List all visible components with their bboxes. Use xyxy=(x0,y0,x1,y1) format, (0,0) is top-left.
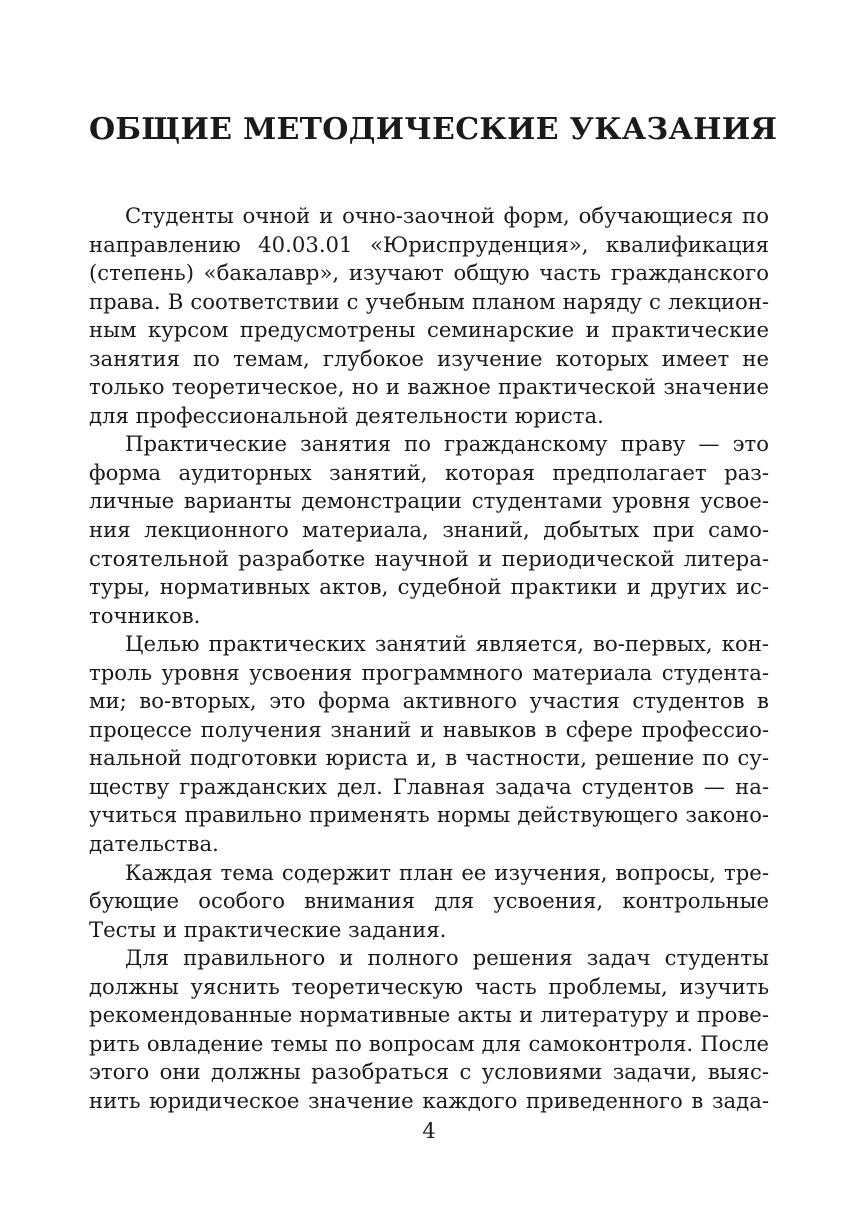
text-line: Практические занятия по гражданскому праву — это xyxy=(125,431,769,457)
text-line: ния лекционного материала, знаний, добытых при само- xyxy=(89,517,769,543)
text-line: рить овладение темы по вопросам для самоконтроля. После xyxy=(89,1030,769,1056)
text-line: (степень) «бакалавр», изучают общую часть гражданского xyxy=(89,260,769,286)
page-number: 4 xyxy=(422,1119,436,1143)
text-line: стоятельной разработке научной и периодической литера- xyxy=(89,545,769,571)
text-line: бующие особого внимания для усвоения, контрольные xyxy=(89,888,769,914)
body-text xyxy=(89,202,769,1116)
paragraph xyxy=(89,944,769,1115)
text-line: троль уровня усвоения программного материала студента- xyxy=(89,659,769,685)
paragraph xyxy=(89,430,769,630)
text-line: права. В соответствии с учебным планом наряду с лекцион- xyxy=(89,288,769,314)
text-line: ми; во-вторых, это форма активного участия студентов в xyxy=(89,688,769,714)
text-line: учиться правильно применять нормы действующего законо- xyxy=(89,803,769,828)
text-line: только теоретическое, но и важное практической значение xyxy=(89,374,769,400)
text-line: личные варианты демонстрации студентами уровня усвое- xyxy=(89,488,769,514)
text-line: этого они должны разобраться с условиями задачи, выяс- xyxy=(89,1059,769,1085)
paragraph xyxy=(89,202,769,430)
document-page xyxy=(89,0,778,1211)
text-line: Целью практических занятий является, во-первых, кон- xyxy=(125,631,769,657)
text-line: занятия по темам, глубокое изучение которых имеет не xyxy=(89,345,769,371)
text-line: направлению 40.03.01 «Юриспруденция», квалификация xyxy=(89,231,769,257)
page-title: ОБЩИЕ МЕТОДИЧЕСКИЕ УКАЗАНИЯ xyxy=(89,112,778,147)
text-line: Студенты очной и очно-заочной форм, обучающиеся по xyxy=(125,203,769,228)
text-line: должны уяснить теоретическую часть проблемы, изучить xyxy=(89,973,769,999)
paragraph xyxy=(89,630,769,858)
text-line: Тесты и практические задания. xyxy=(89,916,447,942)
text-line: ществу гражданских дел. Главная задача студентов — на- xyxy=(89,773,769,799)
text-line: нить юридическое значение каждого приведенного в зада- xyxy=(89,1087,769,1113)
text-line: туры, нормативных актов, судебной практики и других ис- xyxy=(89,574,769,600)
text-line: форма аудиторных занятий, которая предполагает раз- xyxy=(89,459,769,485)
text-line: дательства. xyxy=(89,831,219,857)
text-line: точников. xyxy=(89,602,201,628)
text-line: ным курсом предусмотрены семинарские и практические xyxy=(89,317,769,343)
text-line: процессе получения знаний и навыков в сфере профессио- xyxy=(89,716,769,742)
text-line: нальной подготовки юриста и, в частности, решение по су- xyxy=(89,745,769,771)
text-line: Для правильного и полного решения задач студенты xyxy=(125,945,769,971)
text-line: для профессиональной деятельности юриста. xyxy=(89,402,604,428)
paragraph xyxy=(89,859,769,945)
text-line: рекомендованные нормативные акты и литературу и прове- xyxy=(89,1002,769,1028)
text-line: Каждая тема содержит план ее изучения, вопросы, тре- xyxy=(125,859,769,885)
